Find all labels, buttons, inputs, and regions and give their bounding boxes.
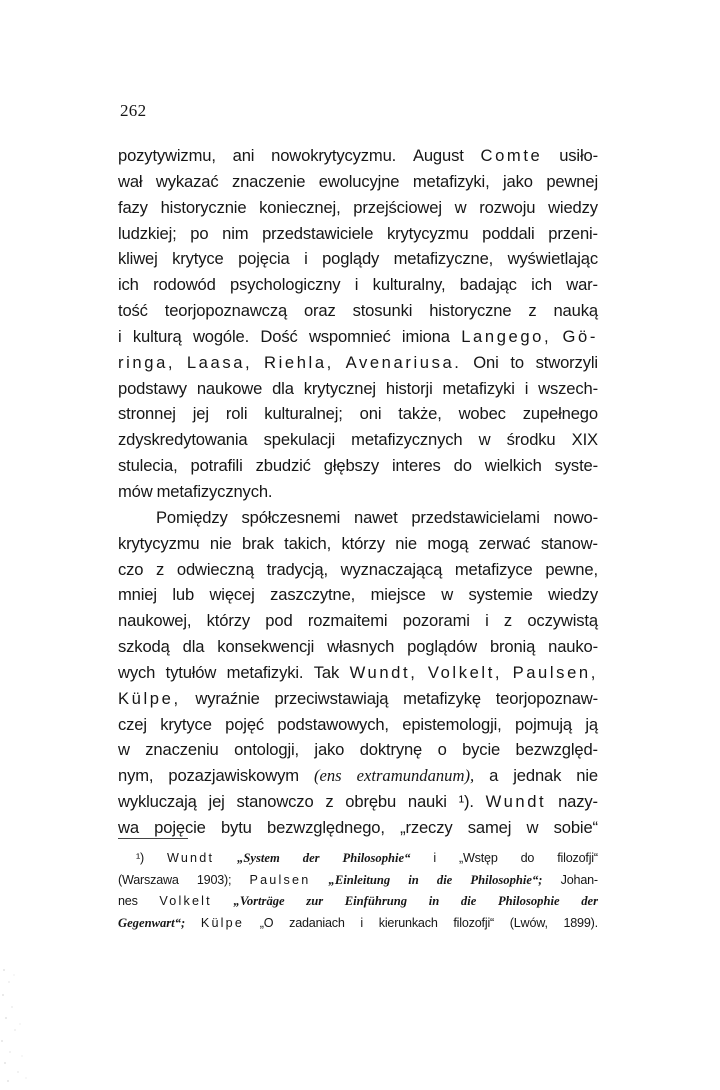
- word: Avenariusa.: [345, 352, 462, 372]
- word: w: [478, 430, 491, 450]
- word: Laasa,: [186, 352, 253, 372]
- word: pozorami: [402, 611, 470, 631]
- word: metafizycznych: [351, 430, 463, 450]
- word: metafizykę: [403, 688, 481, 708]
- word: wyświetlając: [507, 249, 598, 269]
- word: przeni-: [548, 223, 598, 243]
- text-line: [118, 608, 598, 634]
- word: stanow-: [540, 533, 598, 553]
- word: nowo-: [553, 507, 598, 527]
- word: Johan-: [560, 872, 598, 887]
- text-line: [118, 246, 598, 272]
- text-line: [118, 634, 598, 660]
- word: badając: [459, 275, 517, 295]
- word: in: [428, 894, 440, 908]
- word: ewolucyjne: [318, 171, 400, 191]
- word: Gegenwart“;: [118, 915, 186, 930]
- word: (ens: [313, 766, 342, 786]
- word: głębszy: [323, 456, 379, 476]
- word: nawet: [354, 507, 398, 527]
- word: koniecznej,: [259, 197, 341, 217]
- word: przejściowej: [353, 197, 442, 217]
- text-line: [118, 763, 598, 789]
- word: syste-: [554, 456, 598, 476]
- word: pewne,: [545, 559, 598, 579]
- footnote-line: [118, 848, 598, 870]
- word: zerwać: [478, 533, 531, 553]
- word: wszech-: [538, 378, 598, 398]
- word: potrafili: [190, 456, 243, 476]
- word: extramundanum),: [356, 766, 475, 786]
- word: takich,: [284, 533, 332, 553]
- word: sobie“: [553, 817, 598, 837]
- word: kierunkach: [378, 915, 438, 930]
- word: Gö-: [562, 326, 598, 346]
- word: interes: [391, 456, 441, 476]
- word: przeciwstawiają: [274, 688, 389, 708]
- word: stosunki: [352, 301, 413, 321]
- page-number: 262: [120, 101, 147, 120]
- word: nie: [209, 533, 232, 553]
- word: wielkich: [484, 456, 542, 476]
- word: Einführung: [344, 894, 408, 908]
- word: nym,: [118, 766, 154, 786]
- word: krytycyzmu: [118, 533, 200, 553]
- text-line: [118, 272, 598, 298]
- word: ¹).: [458, 792, 474, 812]
- scan-noise: [0, 960, 60, 1090]
- word: ich: [118, 275, 139, 295]
- word: ontologji,: [234, 740, 299, 760]
- text-line: [118, 401, 598, 427]
- text-line: [118, 557, 598, 583]
- word: Tak: [313, 662, 340, 682]
- word: war-: [566, 275, 598, 295]
- word: stanowczo: [236, 792, 314, 812]
- word: imiona: [401, 326, 450, 346]
- word: die: [460, 894, 477, 908]
- word: zdyskredytowania: [118, 430, 248, 450]
- word: stulecia,: [118, 456, 178, 476]
- word: filozofji“: [557, 851, 598, 865]
- text-line: [118, 298, 598, 324]
- word: der: [581, 894, 598, 908]
- word: bezwzględ-: [515, 740, 598, 760]
- footnote-rule: [118, 838, 188, 839]
- text-line: [118, 221, 598, 247]
- footnote: [118, 848, 598, 934]
- word: wyraźnie: [195, 688, 260, 708]
- word: nes: [118, 894, 138, 908]
- word: Langego,: [461, 326, 552, 346]
- word: wykazać: [155, 171, 219, 191]
- word: pod: [265, 611, 293, 631]
- word: historji: [385, 378, 433, 398]
- word: ich: [531, 275, 552, 295]
- text-line: [118, 427, 598, 453]
- word: po: [190, 223, 209, 243]
- word: usiło-: [559, 146, 598, 165]
- word: historycznie: [160, 197, 247, 217]
- word: Dość: [260, 326, 298, 346]
- word: ją: [585, 714, 598, 734]
- word: do: [520, 851, 535, 865]
- word: fazy: [118, 197, 148, 217]
- word: i: [360, 915, 364, 930]
- text-line: [118, 479, 598, 505]
- word: „Wstęp: [458, 851, 498, 865]
- word: którzy: [341, 533, 385, 553]
- word: pozazjawiskowym: [168, 766, 299, 786]
- word: doktrynę: [359, 740, 423, 760]
- word: w: [454, 197, 467, 217]
- text-line: [118, 453, 598, 479]
- word: tradycją,: [266, 559, 328, 579]
- word: obrębu: [345, 792, 397, 812]
- word: 1899).: [563, 915, 598, 930]
- word: jej: [192, 404, 209, 424]
- word: nauką: [553, 301, 598, 321]
- word: o: [437, 740, 447, 760]
- word: Wundt: [485, 792, 547, 812]
- word: poglądów: [407, 637, 477, 657]
- word: „Vorträge: [233, 894, 285, 908]
- word: „O: [259, 915, 274, 930]
- word: Wundt,: [349, 662, 418, 682]
- word: nazy-: [558, 792, 598, 812]
- word: zur: [306, 894, 324, 908]
- word: zupełnego: [522, 404, 598, 424]
- word: do: [453, 456, 472, 476]
- word: ringa,: [118, 352, 176, 372]
- word: wobec: [458, 404, 506, 424]
- word: naukowe: [196, 378, 263, 398]
- word: pojęć: [225, 714, 265, 734]
- word: wyznaczającą: [340, 559, 443, 579]
- text-line: [118, 531, 598, 557]
- word: teorjopoznawczą: [164, 301, 288, 321]
- word: wykluczają: [118, 792, 197, 812]
- word: Philosophie: [497, 894, 560, 908]
- word: pozytywizmu,: [118, 146, 216, 165]
- text-line: [118, 350, 598, 376]
- word: historyczne: [429, 301, 512, 321]
- word: krytycyzmu: [386, 223, 469, 243]
- word: dla: [272, 378, 294, 398]
- word: nie: [395, 533, 417, 553]
- word: nauki: [407, 792, 447, 812]
- word: nim: [222, 223, 249, 243]
- word: nie: [576, 766, 598, 786]
- word: XIX: [571, 430, 598, 450]
- word: odwieczną: [176, 559, 254, 579]
- word: ludzkiej;: [118, 223, 177, 243]
- word: filozofji“: [453, 915, 495, 930]
- word: dla: [182, 637, 205, 657]
- word: w: [526, 817, 539, 837]
- word: zaszczytne,: [270, 585, 356, 605]
- word: z: [325, 792, 334, 812]
- word: krytyce: [172, 249, 224, 269]
- word: własnych: [327, 637, 395, 657]
- word: jako: [314, 740, 345, 760]
- word: rozmaitemi: [307, 611, 388, 631]
- word: kulturą: [132, 326, 182, 346]
- word: oczywistą: [527, 611, 598, 631]
- word: Philosophie“;: [470, 872, 543, 887]
- text-line: [118, 815, 598, 841]
- word: jednak: [513, 766, 562, 786]
- word: metafizyce: [454, 559, 533, 579]
- word: rodowód: [153, 275, 216, 295]
- word: epistemologji,: [402, 714, 502, 734]
- word: der: [302, 851, 320, 865]
- word: lub: [172, 585, 195, 605]
- word: miejsce: [370, 585, 426, 605]
- word: (Warszawa: [118, 872, 179, 887]
- word: metafizyki: [442, 378, 515, 398]
- word: i: [485, 611, 489, 631]
- word: pojęcie: [154, 817, 206, 837]
- word: wa: [118, 817, 139, 837]
- word: czo: [118, 559, 144, 579]
- word: spekulacji: [263, 430, 336, 450]
- text-line: [118, 376, 598, 402]
- word: Paulsen,: [512, 662, 598, 682]
- word: poddali: [482, 223, 535, 243]
- word: bronią: [489, 637, 536, 657]
- word: znaczenie: [231, 171, 306, 191]
- word: i: [524, 378, 529, 398]
- word: metafizyki,: [412, 171, 490, 191]
- text-line: [118, 789, 598, 815]
- word: „System: [237, 851, 280, 865]
- word: (Lwów,: [509, 915, 548, 930]
- word: czej: [118, 714, 147, 734]
- word: środku: [506, 430, 556, 450]
- word: więcej: [209, 585, 255, 605]
- word: z: [156, 559, 165, 579]
- word: zbudzić: [255, 456, 311, 476]
- word: Wundt: [166, 851, 215, 865]
- word: Külpe: [200, 915, 245, 930]
- word: metafizycznych.: [156, 481, 273, 501]
- footnote-line: [118, 891, 598, 913]
- word: psychologiczny: [230, 275, 341, 295]
- word: to: [510, 352, 524, 372]
- text-line: [118, 686, 598, 712]
- word: mów: [118, 481, 153, 501]
- word: Volkelt: [159, 894, 212, 908]
- word: „rzeczy: [400, 817, 453, 837]
- footnote-line: [118, 870, 598, 892]
- word: wiedzy: [548, 585, 598, 605]
- word: stworzyli: [535, 352, 598, 372]
- word: roli: [225, 404, 248, 424]
- word: bytu: [220, 817, 252, 837]
- word: także,: [398, 404, 442, 424]
- word: bycie: [462, 740, 501, 760]
- word: systemie: [468, 585, 533, 605]
- word: oni: [359, 404, 382, 424]
- word: tość: [118, 301, 148, 321]
- word: a: [489, 766, 499, 786]
- word: samej: [467, 817, 512, 837]
- word: 1903);: [196, 872, 232, 887]
- word: wał: [118, 171, 143, 191]
- text-line: [118, 712, 598, 738]
- word: Philosophie“: [342, 851, 411, 865]
- text-line: [118, 582, 598, 608]
- word: Paulsen: [249, 872, 311, 887]
- word: stronnej: [118, 404, 176, 424]
- body-text: [118, 143, 598, 841]
- word: bezwzględnego,: [266, 817, 385, 837]
- word: wiedzy: [548, 197, 598, 217]
- word: naukowej,: [118, 611, 192, 631]
- text-line: [118, 660, 598, 686]
- word: Volkelt,: [427, 662, 503, 682]
- word: kliwej: [118, 249, 158, 269]
- word: i: [354, 275, 359, 295]
- word: tytułów: [165, 662, 217, 682]
- word: i: [433, 851, 436, 865]
- word: szkodą: [118, 637, 170, 657]
- word: kulturalny,: [372, 275, 446, 295]
- word: z: [528, 301, 537, 321]
- word: August: [412, 146, 464, 165]
- word: poglądy: [322, 249, 380, 269]
- word: pewnej: [546, 171, 598, 191]
- word: Riehla,: [264, 352, 334, 372]
- footnote-line: [118, 913, 598, 935]
- word: teorjopoznaw-: [495, 688, 598, 708]
- word: pojmują: [514, 714, 573, 734]
- word: ¹): [136, 851, 144, 865]
- word: kulturalnej;: [264, 404, 343, 424]
- word: in: [408, 872, 419, 887]
- text-line: [118, 505, 598, 531]
- word: w: [118, 740, 130, 760]
- word: Comte: [480, 146, 543, 165]
- word: nauko-: [548, 637, 598, 657]
- word: jej: [208, 792, 225, 812]
- word: brak: [242, 533, 274, 553]
- word: krytycznej: [303, 378, 376, 398]
- word: metafizyczne,: [393, 249, 494, 269]
- word: „Einleitung: [328, 872, 391, 887]
- word: nowokrytycyzmu.: [271, 146, 397, 165]
- word: krytyce: [160, 714, 212, 734]
- word: wogóle.: [192, 326, 250, 346]
- word: metafizyki.: [226, 662, 304, 682]
- word: jako: [503, 171, 533, 191]
- word: przedstawiciele: [262, 223, 374, 243]
- text-line: [118, 169, 598, 195]
- word: w: [441, 585, 454, 605]
- text-line: [118, 195, 598, 221]
- word: podstawowych,: [277, 714, 389, 734]
- word: Külpe,: [118, 688, 181, 708]
- word: pojęcia: [238, 249, 290, 269]
- word: zadaniach: [289, 915, 345, 930]
- text-line: [118, 324, 598, 350]
- word: die: [436, 872, 453, 887]
- text-line: [118, 143, 598, 169]
- word: spółczesnemi: [241, 507, 341, 527]
- word: znaczeniu: [145, 740, 219, 760]
- word: mogą: [427, 533, 469, 553]
- word: podstawy: [118, 378, 187, 398]
- word: którzy: [206, 611, 251, 631]
- word: mniej: [118, 585, 157, 605]
- word: Oni: [473, 352, 499, 372]
- word: rozwoju: [479, 197, 536, 217]
- word: wych: [118, 662, 156, 682]
- word: oraz: [303, 301, 336, 321]
- word: konsekwencji: [217, 637, 315, 657]
- word: z: [503, 611, 513, 631]
- word: i: [304, 249, 308, 269]
- text-line: [118, 737, 598, 763]
- word: przedstawicielami: [411, 507, 540, 527]
- word: wspomnieć: [308, 326, 391, 346]
- word: Pomiędzy: [156, 507, 228, 527]
- word: ani: [232, 146, 255, 165]
- word: i: [118, 326, 122, 346]
